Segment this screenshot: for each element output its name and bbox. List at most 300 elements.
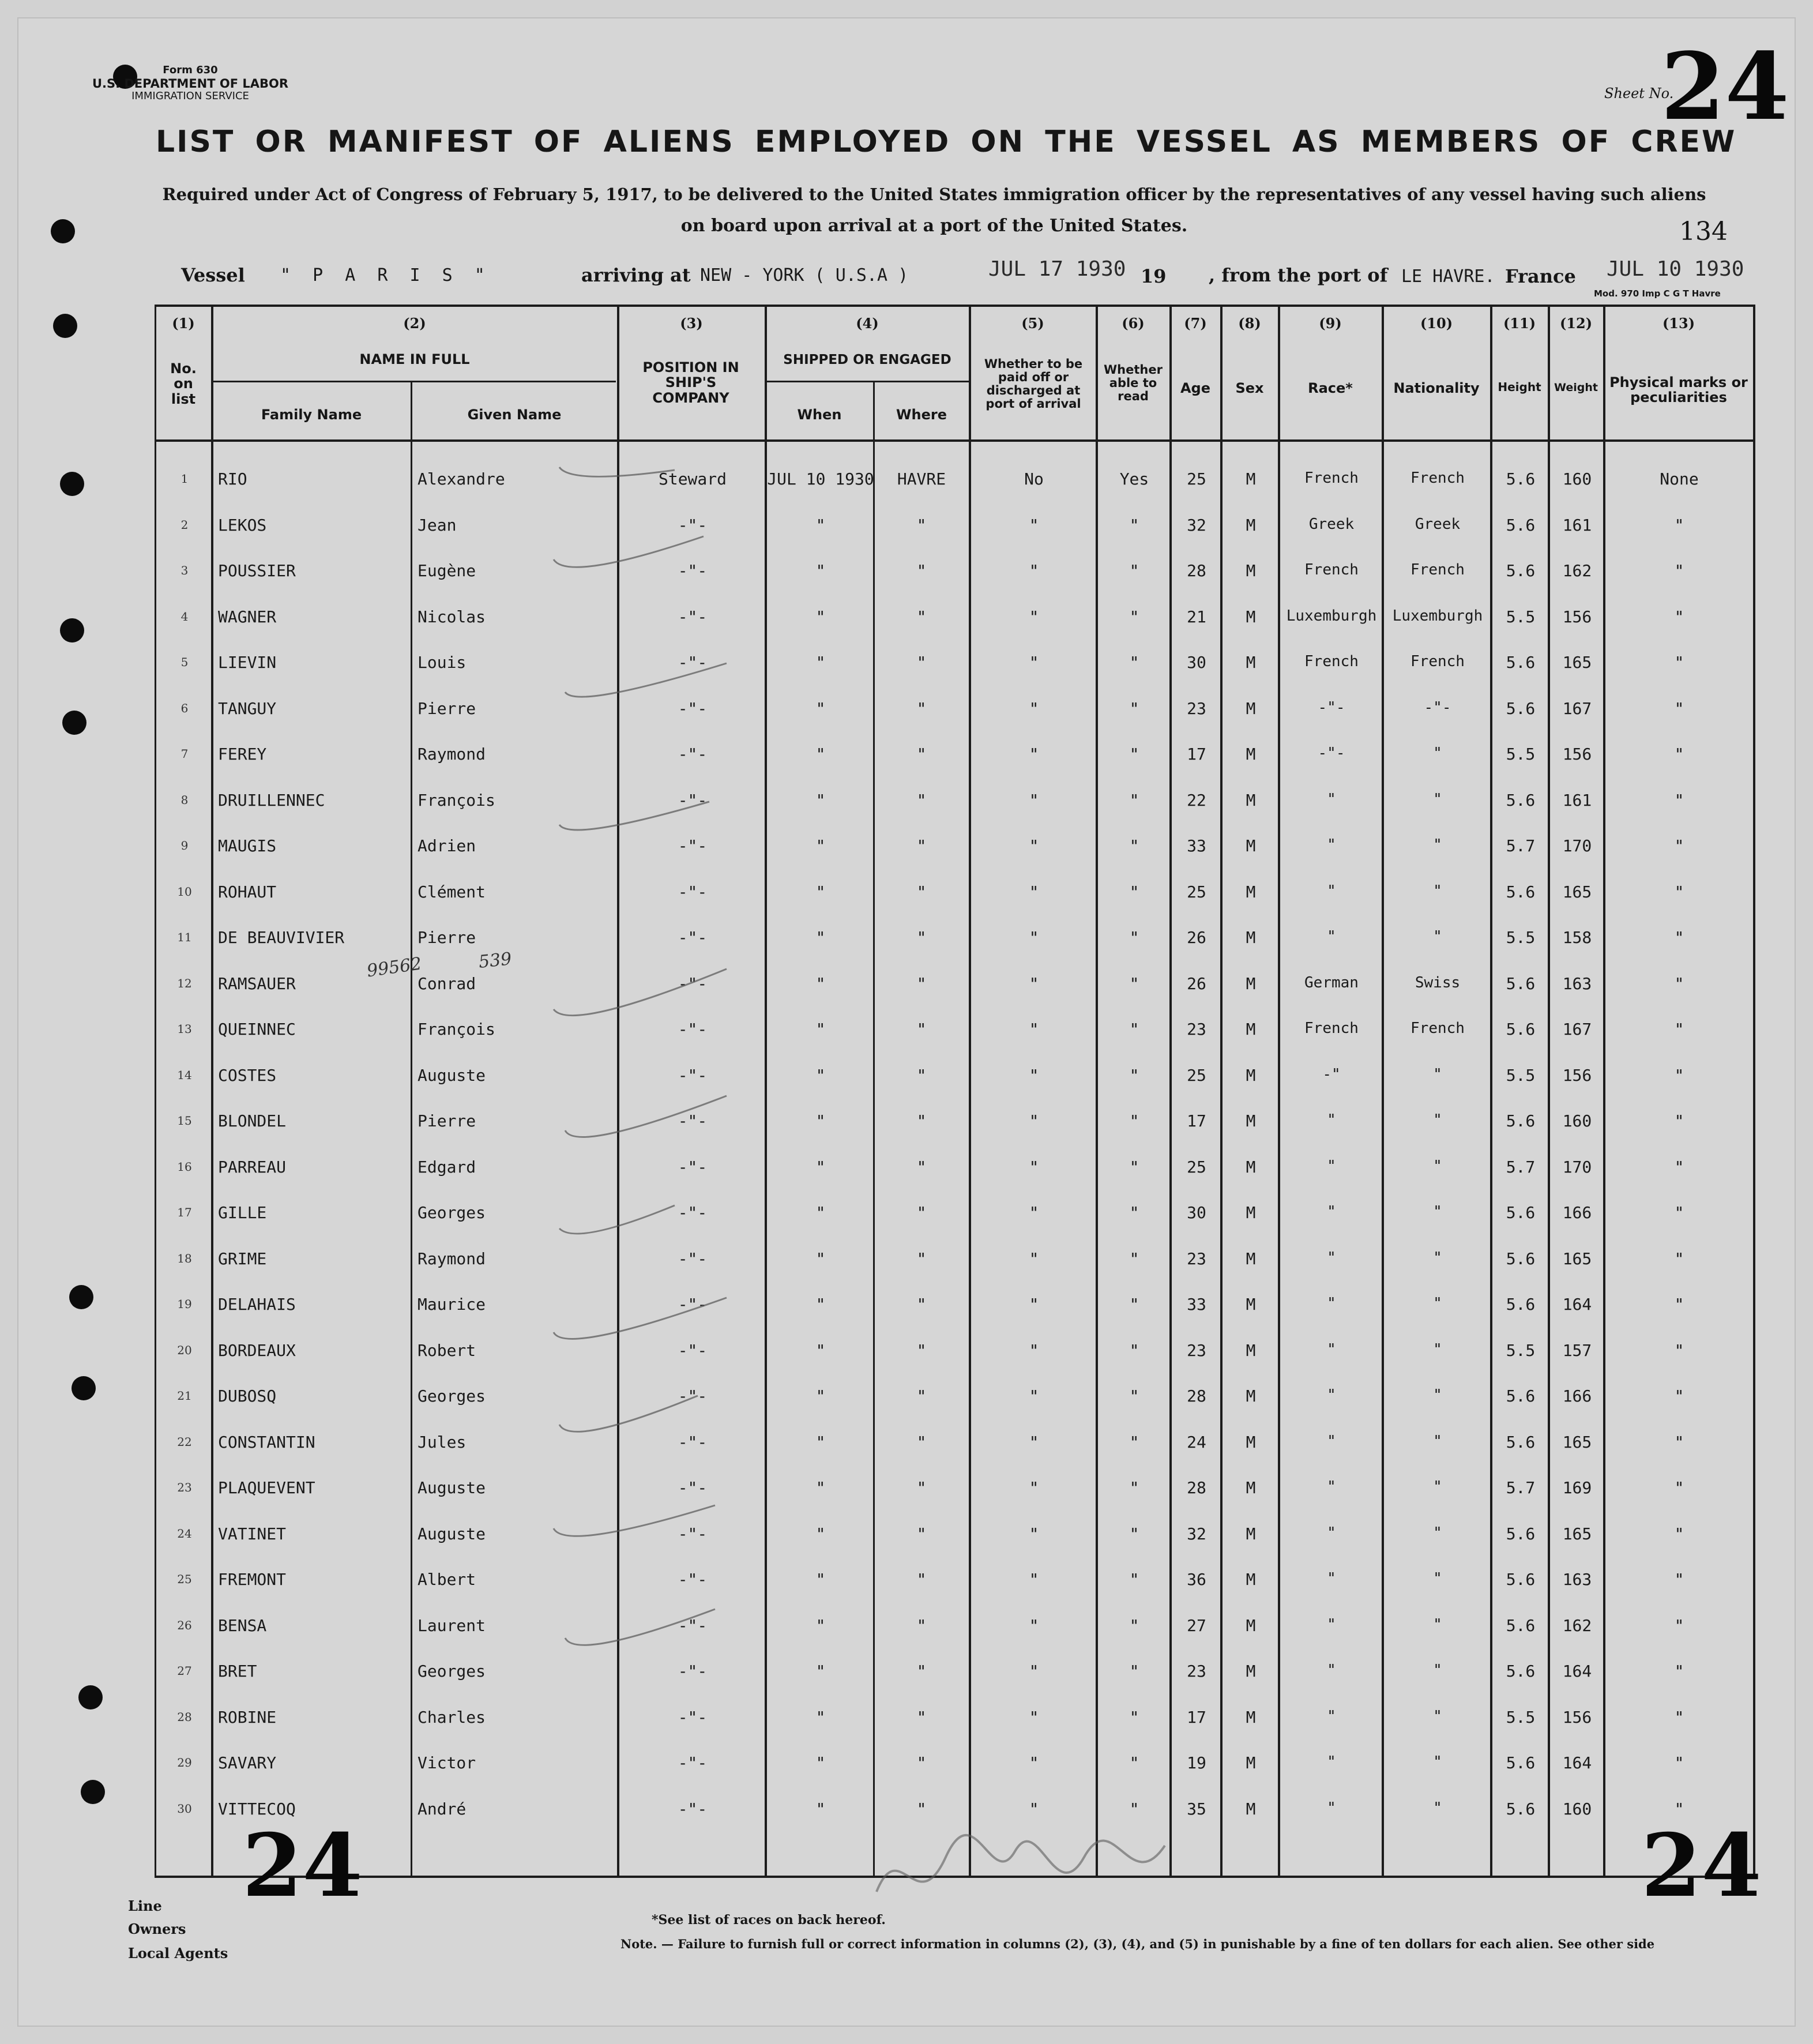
height: 5.5 bbox=[1506, 1708, 1536, 1727]
age: 33 bbox=[1187, 1295, 1206, 1314]
shipped-where: " bbox=[916, 1708, 927, 1727]
ship-position: -"- bbox=[678, 1020, 708, 1039]
family-name: POUSSIER bbox=[218, 561, 296, 580]
given-name: Auguste bbox=[417, 1478, 486, 1497]
physical-marks: " bbox=[1674, 1708, 1684, 1727]
sex: M bbox=[1246, 882, 1256, 901]
shipped-where: " bbox=[916, 516, 927, 535]
row-number: 6 bbox=[180, 701, 189, 715]
weight: 164 bbox=[1562, 1295, 1592, 1314]
family-name: BENSA bbox=[218, 1616, 267, 1635]
age: 30 bbox=[1187, 1203, 1206, 1222]
paid-off: " bbox=[1029, 974, 1039, 993]
col-11-number: (11) bbox=[1503, 315, 1536, 332]
ship-position: -"- bbox=[678, 1203, 708, 1222]
sex: M bbox=[1246, 974, 1256, 993]
age: 23 bbox=[1187, 1341, 1206, 1360]
nationality: " bbox=[1433, 1570, 1442, 1587]
nationality: " bbox=[1433, 791, 1442, 808]
weight: 163 bbox=[1562, 974, 1592, 993]
given-name: Maurice bbox=[417, 1295, 486, 1314]
nationality: French bbox=[1410, 561, 1465, 578]
physical-marks: " bbox=[1674, 1524, 1684, 1543]
printer-mark: Mod. 970 Imp C G T Havre bbox=[1594, 288, 1721, 299]
shipped-where: " bbox=[916, 1524, 927, 1543]
arriving-port: NEW - YORK ( U.S.A ) bbox=[700, 265, 909, 285]
shipped-when: " bbox=[815, 1708, 826, 1727]
col-7-number: (7) bbox=[1184, 315, 1207, 332]
age: 30 bbox=[1187, 653, 1206, 672]
paid-off: " bbox=[1029, 1524, 1039, 1543]
col-border bbox=[211, 305, 213, 1877]
nationality: " bbox=[1433, 1249, 1442, 1267]
family-name: VATINET bbox=[218, 1524, 287, 1543]
ship-position: -"- bbox=[678, 1158, 708, 1177]
ship-position: -"- bbox=[678, 836, 708, 855]
physical-marks: " bbox=[1674, 1020, 1684, 1039]
height: 5.6 bbox=[1506, 653, 1536, 672]
ship-position: -"- bbox=[678, 1708, 708, 1727]
paid-off: " bbox=[1029, 1066, 1039, 1085]
paid-off: " bbox=[1029, 791, 1039, 810]
col-border bbox=[1278, 305, 1280, 1877]
ship-position: -"- bbox=[678, 653, 708, 672]
weight: 157 bbox=[1562, 1341, 1592, 1360]
age: 28 bbox=[1187, 1478, 1206, 1497]
physical-marks: " bbox=[1674, 1616, 1684, 1635]
family-name: FEREY bbox=[218, 745, 267, 764]
page-title: LIST OR MANIFEST OF ALIENS EMPLOYED ON THE VESSEL AS MEMBERS OF CREW bbox=[156, 125, 1737, 159]
paid-off: " bbox=[1029, 699, 1039, 718]
shipped-where: " bbox=[916, 974, 927, 993]
given-name: Jules bbox=[417, 1433, 467, 1452]
shipped-when: " bbox=[815, 1111, 826, 1130]
physical-marks: " bbox=[1674, 1433, 1684, 1452]
weight: 165 bbox=[1562, 882, 1592, 901]
physical-marks: None bbox=[1660, 469, 1699, 489]
ship-position: -"- bbox=[678, 1524, 708, 1543]
given-name: Raymond bbox=[417, 745, 486, 764]
penalty-note: Note. — Failure to furnish full or correct information in columns (2), (3), (4), and (5) in punishable by a fine of ten dollars for each alien. See other side bbox=[620, 1937, 1655, 1951]
given-name: Adrien bbox=[417, 836, 476, 855]
year-prefix: 19 bbox=[1141, 265, 1167, 287]
race: " bbox=[1327, 1570, 1336, 1587]
height: 5.6 bbox=[1506, 1203, 1536, 1222]
physical-marks: " bbox=[1674, 1249, 1684, 1268]
weight: 169 bbox=[1562, 1478, 1592, 1497]
shipped-where: " bbox=[916, 1387, 927, 1406]
family-name: LIEVIN bbox=[218, 653, 277, 672]
row-number: 26 bbox=[177, 1618, 192, 1632]
col-13-number: (13) bbox=[1662, 315, 1695, 332]
family-name: SAVARY bbox=[218, 1753, 277, 1772]
col-1-header: No. on list bbox=[170, 360, 197, 407]
punch-hole bbox=[53, 314, 77, 338]
family-name: DRUILLENNEC bbox=[218, 791, 325, 810]
ship-position: -"- bbox=[678, 928, 708, 947]
race: French bbox=[1304, 1020, 1359, 1037]
owners-label: Owners bbox=[128, 1921, 186, 1937]
age: 25 bbox=[1187, 1158, 1206, 1177]
age: 22 bbox=[1187, 791, 1206, 810]
weight: 165 bbox=[1562, 653, 1592, 672]
paid-off: " bbox=[1029, 1111, 1039, 1130]
weight: 164 bbox=[1562, 1662, 1592, 1681]
row-number: 16 bbox=[177, 1160, 192, 1174]
physical-marks: " bbox=[1674, 1158, 1684, 1177]
ship-position: -"- bbox=[678, 1478, 708, 1497]
able-to-read: " bbox=[1129, 1662, 1139, 1681]
height: 5.6 bbox=[1506, 1616, 1536, 1635]
shipped-when: " bbox=[815, 516, 826, 535]
paid-off: " bbox=[1029, 561, 1039, 580]
family-name: DE BEAUVIVIER bbox=[218, 928, 345, 947]
shipped-where: HAVRE bbox=[897, 469, 946, 489]
form-number: Form 630 bbox=[163, 64, 218, 76]
col-10-number: (10) bbox=[1420, 315, 1453, 332]
col-border bbox=[1169, 305, 1172, 1877]
weight: 167 bbox=[1562, 1020, 1592, 1039]
able-to-read: " bbox=[1129, 561, 1139, 580]
weight: 165 bbox=[1562, 1433, 1592, 1452]
sex: M bbox=[1246, 928, 1256, 947]
weight: 166 bbox=[1562, 1387, 1592, 1406]
row-number: 23 bbox=[177, 1481, 192, 1494]
race: -"- bbox=[1318, 745, 1345, 762]
weight: 156 bbox=[1562, 745, 1592, 764]
physical-marks: " bbox=[1674, 928, 1684, 947]
able-to-read: " bbox=[1129, 836, 1139, 855]
race: " bbox=[1327, 1341, 1336, 1358]
able-to-read: " bbox=[1129, 1708, 1139, 1727]
shipped-when: " bbox=[815, 607, 826, 626]
shipped-where: " bbox=[916, 928, 927, 947]
given-name: Robert bbox=[417, 1341, 476, 1360]
line-label: Line bbox=[128, 1898, 162, 1914]
race: -" bbox=[1322, 1066, 1341, 1083]
shipped-where: " bbox=[916, 1799, 927, 1818]
nationality: " bbox=[1433, 1158, 1442, 1175]
shipped-when: " bbox=[815, 882, 826, 901]
shipped-where: " bbox=[916, 1433, 927, 1452]
family-name: BORDEAUX bbox=[218, 1341, 296, 1360]
nationality: French bbox=[1410, 469, 1465, 487]
vessel-label: Vessel bbox=[181, 264, 245, 286]
weight: 162 bbox=[1562, 561, 1592, 580]
weight: 165 bbox=[1562, 1524, 1592, 1543]
nationality: " bbox=[1433, 1066, 1442, 1083]
physical-marks: " bbox=[1674, 1387, 1684, 1406]
race: " bbox=[1327, 1433, 1336, 1450]
col-6-number: (6) bbox=[1122, 315, 1145, 332]
height: 5.6 bbox=[1506, 516, 1536, 535]
shipped-where: " bbox=[916, 1111, 927, 1130]
sex: M bbox=[1246, 1616, 1256, 1635]
age: 25 bbox=[1187, 469, 1206, 489]
weight: 164 bbox=[1562, 1753, 1592, 1772]
row-number: 11 bbox=[177, 930, 192, 944]
physical-marks: " bbox=[1674, 791, 1684, 810]
paid-off: " bbox=[1029, 1478, 1039, 1497]
ship-position: -"- bbox=[678, 1433, 708, 1452]
given-name: Clément bbox=[417, 882, 486, 901]
height: 5.5 bbox=[1506, 607, 1536, 626]
ship-position: -"- bbox=[678, 1616, 708, 1635]
race: " bbox=[1327, 1203, 1336, 1220]
sex: M bbox=[1246, 1295, 1256, 1314]
paid-off: " bbox=[1029, 607, 1039, 626]
physical-marks: " bbox=[1674, 1753, 1684, 1772]
sex: M bbox=[1246, 561, 1256, 580]
ship-position: -"- bbox=[678, 882, 708, 901]
col-4-number: (4) bbox=[856, 315, 879, 332]
able-to-read: " bbox=[1129, 1524, 1139, 1543]
family-name: RIO bbox=[218, 469, 247, 489]
sheet-number-bottom-left: 24 bbox=[242, 1815, 363, 1917]
given-name: Georges bbox=[417, 1387, 486, 1406]
family-name: COSTES bbox=[218, 1066, 277, 1085]
family-name: RAMSAUER bbox=[218, 974, 296, 993]
race: French bbox=[1304, 653, 1359, 670]
weight: 156 bbox=[1562, 1066, 1592, 1085]
given-name: Conrad bbox=[417, 974, 476, 993]
weight: 161 bbox=[1562, 516, 1592, 535]
col-border bbox=[155, 305, 156, 1877]
height: 5.6 bbox=[1506, 469, 1536, 489]
age: 23 bbox=[1187, 699, 1206, 718]
shipped-when: " bbox=[815, 1524, 826, 1543]
family-name: BLONDEL bbox=[218, 1111, 287, 1130]
row-number: 1 bbox=[180, 472, 189, 486]
sex: M bbox=[1246, 745, 1256, 764]
shipped-where: " bbox=[916, 1753, 927, 1772]
departure-country: France bbox=[1505, 265, 1576, 287]
given-name: Edgard bbox=[417, 1158, 476, 1177]
nationality: " bbox=[1433, 836, 1442, 854]
col-border bbox=[1096, 305, 1098, 1877]
paid-off: No bbox=[1024, 469, 1044, 489]
sex: M bbox=[1246, 1799, 1256, 1818]
able-to-read: " bbox=[1129, 928, 1139, 947]
height: 5.5 bbox=[1506, 1066, 1536, 1085]
shipped-where: " bbox=[916, 1662, 927, 1681]
shipped-where: " bbox=[916, 653, 927, 672]
row-number: 19 bbox=[177, 1297, 192, 1311]
nationality: " bbox=[1433, 1662, 1442, 1679]
from-port: LE HAVRE. bbox=[1401, 266, 1495, 287]
punch-hole bbox=[78, 1685, 103, 1709]
local-agents-label: Local Agents bbox=[128, 1945, 228, 1962]
subtitle-line-1: Required under Act of Congress of February 5, 1917, to be delivered to the United States immigration officer by the representatives of any vessel having such aliens bbox=[162, 185, 1706, 204]
shipped-when: " bbox=[815, 1387, 826, 1406]
sex: M bbox=[1246, 1433, 1256, 1452]
arriving-label: arriving at bbox=[581, 264, 691, 286]
physical-marks: " bbox=[1674, 1111, 1684, 1130]
ship-position: -"- bbox=[678, 699, 708, 718]
shipped-when: " bbox=[815, 1433, 826, 1452]
shipped-where: " bbox=[916, 882, 927, 901]
race: " bbox=[1327, 1249, 1336, 1267]
height: 5.6 bbox=[1506, 1249, 1536, 1268]
col-6-header: Whether able to read bbox=[1104, 363, 1163, 404]
able-to-read: Yes bbox=[1119, 469, 1149, 489]
able-to-read: " bbox=[1129, 1433, 1139, 1452]
sheet-label: Sheet No. bbox=[1604, 85, 1674, 102]
race: " bbox=[1327, 1478, 1336, 1496]
check-marks-overlay bbox=[542, 444, 888, 1828]
height: 5.6 bbox=[1506, 882, 1536, 901]
age: 28 bbox=[1187, 561, 1206, 580]
sex: M bbox=[1246, 836, 1256, 855]
weight: 167 bbox=[1562, 699, 1592, 718]
race: " bbox=[1327, 1616, 1336, 1633]
shipped-when: " bbox=[815, 1158, 826, 1177]
col-5-header: Whether to be paid off or discharged at port of arrival bbox=[984, 357, 1083, 411]
shipped-when: " bbox=[815, 1799, 826, 1818]
shipped-where: " bbox=[916, 561, 927, 580]
nationality: Greek bbox=[1415, 516, 1461, 533]
physical-marks: " bbox=[1674, 1799, 1684, 1818]
pencil-annotation-b: 539 bbox=[477, 949, 513, 972]
race: " bbox=[1327, 1158, 1336, 1175]
weight: 160 bbox=[1562, 1111, 1592, 1130]
height: 5.6 bbox=[1506, 1524, 1536, 1543]
paid-off: " bbox=[1029, 1387, 1039, 1406]
row-number: 27 bbox=[177, 1664, 192, 1678]
physical-marks: " bbox=[1674, 974, 1684, 993]
paid-off: " bbox=[1029, 836, 1039, 855]
col-border bbox=[969, 305, 971, 1877]
col-border bbox=[1382, 305, 1384, 1877]
col-10-header: Nationality bbox=[1393, 380, 1480, 396]
age: 24 bbox=[1187, 1433, 1206, 1452]
punch-hole bbox=[51, 219, 75, 243]
page-reference: 134 bbox=[1679, 217, 1728, 246]
row-number: 7 bbox=[180, 747, 189, 761]
col-4a-header: When bbox=[797, 407, 842, 423]
nationality: " bbox=[1433, 1203, 1442, 1220]
able-to-read: " bbox=[1129, 1203, 1139, 1222]
able-to-read: " bbox=[1129, 1066, 1139, 1085]
weight: 170 bbox=[1562, 1158, 1592, 1177]
able-to-read: " bbox=[1129, 974, 1139, 993]
shipped-when: " bbox=[815, 1066, 826, 1085]
nationality: French bbox=[1410, 653, 1465, 670]
shipped-where: " bbox=[916, 1066, 927, 1085]
height: 5.5 bbox=[1506, 1341, 1536, 1360]
given-name: Nicolas bbox=[417, 607, 486, 626]
able-to-read: " bbox=[1129, 1753, 1139, 1772]
age: 25 bbox=[1187, 1066, 1206, 1085]
able-to-read: " bbox=[1129, 1478, 1139, 1497]
punch-hole bbox=[72, 1376, 96, 1400]
col-border bbox=[1603, 305, 1605, 1877]
race: French bbox=[1304, 469, 1359, 487]
col-2-header: NAME IN FULL bbox=[359, 351, 470, 367]
weight: 163 bbox=[1562, 1570, 1592, 1589]
paid-off: " bbox=[1029, 1753, 1039, 1772]
age: 17 bbox=[1187, 745, 1206, 764]
sex: M bbox=[1246, 1158, 1256, 1177]
row-number: 18 bbox=[177, 1252, 192, 1265]
family-name: QUEINNEC bbox=[218, 1020, 296, 1039]
agent-signature bbox=[865, 1823, 1188, 1921]
col-9-header: Race* bbox=[1308, 380, 1353, 396]
race: German bbox=[1304, 974, 1359, 991]
physical-marks: " bbox=[1674, 745, 1684, 764]
form-department-block bbox=[86, 65, 294, 103]
weight: 161 bbox=[1562, 791, 1592, 810]
shipped-when: " bbox=[815, 1616, 826, 1635]
row-number: 22 bbox=[177, 1435, 192, 1449]
family-name: TANGUY bbox=[218, 699, 277, 718]
col-5-number: (5) bbox=[1021, 315, 1044, 332]
family-name: WAGNER bbox=[218, 607, 277, 626]
shipped-where: " bbox=[916, 836, 927, 855]
shipped-where: " bbox=[916, 607, 927, 626]
col-8-number: (8) bbox=[1238, 315, 1261, 332]
row-number: 20 bbox=[177, 1343, 192, 1357]
sex: M bbox=[1246, 1708, 1256, 1727]
punch-hole bbox=[62, 711, 86, 735]
shipped-where: " bbox=[916, 1295, 927, 1314]
race: " bbox=[1327, 1524, 1336, 1542]
paid-off: " bbox=[1029, 1799, 1039, 1818]
row-number: 5 bbox=[180, 655, 189, 669]
family-name: BRET bbox=[218, 1662, 257, 1681]
row-number: 3 bbox=[180, 563, 189, 577]
shipped-when: " bbox=[815, 1662, 826, 1681]
row-number: 28 bbox=[177, 1710, 192, 1724]
family-name: LEKOS bbox=[218, 516, 267, 535]
race: " bbox=[1327, 1387, 1336, 1404]
sex: M bbox=[1246, 791, 1256, 810]
row-number: 17 bbox=[177, 1205, 192, 1219]
paid-off: " bbox=[1029, 745, 1039, 764]
family-name: FREMONT bbox=[218, 1570, 287, 1589]
physical-marks: " bbox=[1674, 607, 1684, 626]
row-number: 9 bbox=[180, 839, 189, 852]
given-name: Pierre bbox=[417, 699, 476, 718]
shipped-where: " bbox=[916, 1478, 927, 1497]
physical-marks: " bbox=[1674, 653, 1684, 672]
physical-marks: " bbox=[1674, 516, 1684, 535]
ship-position: -"- bbox=[678, 1111, 708, 1130]
weight: 165 bbox=[1562, 1249, 1592, 1268]
race: Greek bbox=[1308, 516, 1355, 533]
race: " bbox=[1327, 1111, 1336, 1129]
shipped-where: " bbox=[916, 1203, 927, 1222]
punch-hole bbox=[60, 472, 84, 496]
ship-position: -"- bbox=[678, 791, 708, 810]
punch-hole bbox=[60, 618, 84, 642]
sex: M bbox=[1246, 469, 1256, 489]
col-border bbox=[1753, 305, 1755, 1877]
age: 26 bbox=[1187, 928, 1206, 947]
given-name: Georges bbox=[417, 1203, 486, 1222]
age: 23 bbox=[1187, 1020, 1206, 1039]
family-name: PARREAU bbox=[218, 1158, 287, 1177]
able-to-read: " bbox=[1129, 1799, 1139, 1818]
shipped-when: " bbox=[815, 1295, 826, 1314]
nationality: " bbox=[1433, 1295, 1442, 1312]
sex: M bbox=[1246, 1478, 1256, 1497]
col-9-number: (9) bbox=[1319, 315, 1342, 332]
able-to-read: " bbox=[1129, 699, 1139, 718]
sex: M bbox=[1246, 1753, 1256, 1772]
given-name: Eugène bbox=[417, 561, 476, 580]
nationality: " bbox=[1433, 1387, 1442, 1404]
